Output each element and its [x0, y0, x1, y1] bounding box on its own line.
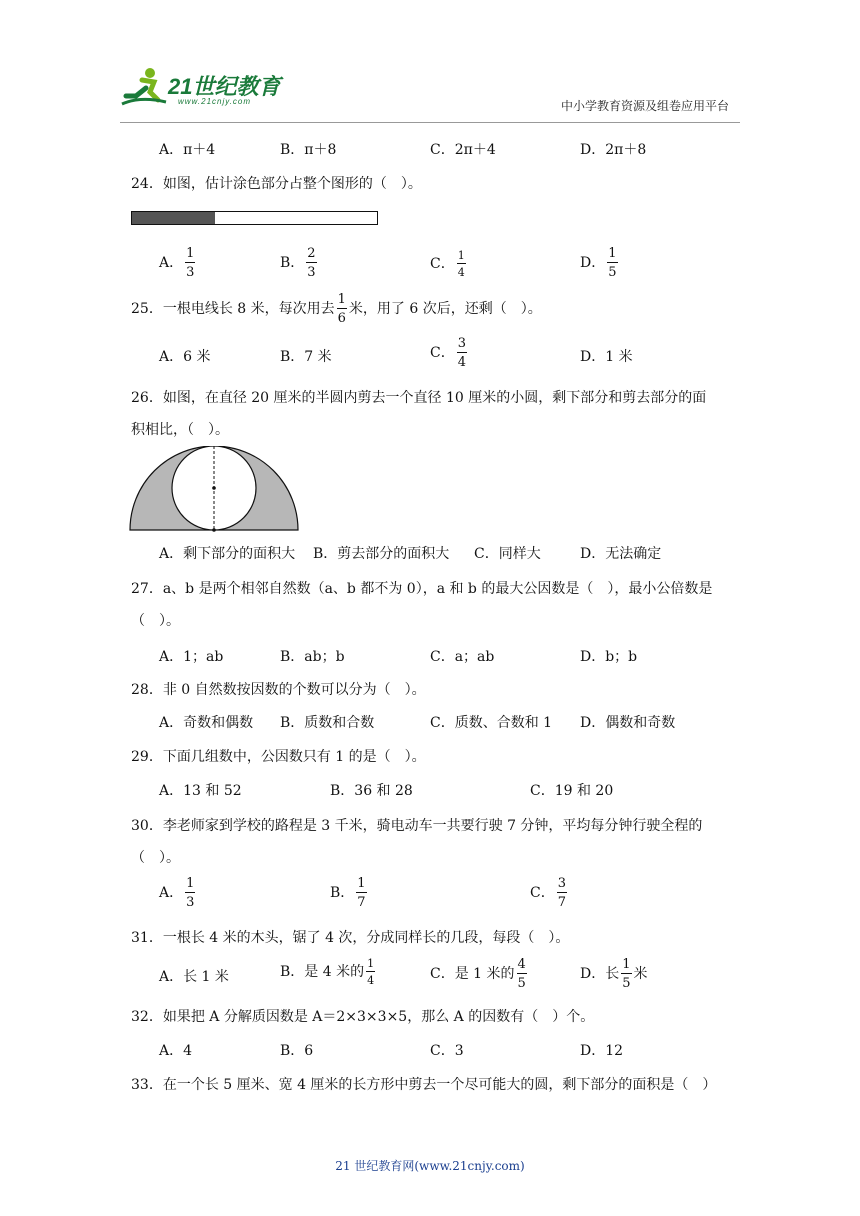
q24-option-b: B． $\frac{2}{3}$ [280, 246, 316, 280]
q25-option-b: B．7 米 [280, 349, 332, 365]
q28-option-d: D．偶数和奇数 [580, 715, 676, 731]
q29-stem: 29．下面几组数中，公因数只有 1 的是（ ）。 [131, 749, 426, 765]
q26-stem-line1: 26．如图，在直径 20 厘米的半圆内剪去一个直径 10 厘米的小圆，剩下部分和剪去部分的面 [131, 390, 707, 406]
logo [120, 66, 300, 116]
q33-stem: 33．在一个长 5 厘米、宽 4 厘米的长方形中剪去一个尽可能大的圆，剩下部分的面积是（ ） [131, 1077, 717, 1093]
q24-stem: 24．如图，估计涂色部分占整个图形的（ ）。 [131, 176, 422, 192]
q26-stem-line2: 积相比，（ ）。 [131, 422, 229, 438]
q28-option-c: C．质数、合数和 1 [430, 715, 553, 731]
q25-option-c: C． $\frac{3}{4}$ [430, 336, 466, 370]
q31-option-c: C．是 1 米的 $\frac{4}{5}$ [430, 957, 526, 991]
q27-stem-line2: （ ）。 [131, 613, 180, 629]
q25-stem: 25．一根电线长 8 米，每次用去 $\frac{1}{6}$ 米，用了 6 次后，还剩（ ）。 [131, 292, 542, 326]
header-platform-name: 中小学教育资源及组卷应用平台 [560, 99, 729, 113]
q23-option-b: B．π＋8 [280, 142, 337, 158]
q31-stem: 31．一根长 4 米的木头，锯了 4 次，分成同样长的几段，每段（ ）。 [131, 930, 570, 946]
q27-option-b: B．ab；b [280, 649, 345, 665]
q32-option-b: B．6 [280, 1043, 314, 1059]
q31-option-d: D．长 $\frac{1}{5}$ 米 [580, 957, 648, 991]
q32-option-a: A．4 [159, 1043, 193, 1059]
q26-option-d: D．无法确定 [580, 546, 662, 562]
q30-option-a: A． $\frac{1}{3}$ [159, 876, 195, 910]
q26-option-b: B．剪去部分的面积大 [313, 546, 450, 562]
q27-option-a: A．1；ab [159, 649, 224, 665]
q24-bar-shaded [132, 212, 215, 224]
q27-option-d: D．b；b [580, 649, 638, 665]
q23-option-c: C．2π＋4 [430, 142, 496, 158]
q28-stem: 28．非 0 自然数按因数的个数可以分为（ ）。 [131, 682, 426, 698]
q32-stem: 32．如果把 A 分解质因数是 A＝2×3×3×5，那么 A 的因数有（ ）个。 [131, 1009, 595, 1025]
q27-stem-line1: 27．a、b 是两个相邻自然数（a、b 都不为 0），a 和 b 的最大公因数是（ ），最小公倍数是 [131, 581, 713, 597]
logo-url: www.21cnjy.com [178, 97, 251, 106]
q28-option-b: B．质数和合数 [280, 715, 375, 731]
q25-option-d: D．1 米 [580, 349, 633, 365]
q24-option-a: A． $\frac{1}{3}$ [159, 246, 195, 280]
q30-stem-line1: 30．李老师家到学校的路程是 3 千米，骑电动车一共要行驶 7 分钟，平均每分钟行驶全程的 [131, 818, 703, 834]
logo-title: 21世纪教育 [168, 74, 281, 99]
q32-option-d: D．12 [580, 1043, 624, 1059]
q27-option-c: C．a；ab [430, 649, 495, 665]
q24-bar-figure [131, 211, 378, 225]
q29-option-c: C．19 和 20 [530, 783, 614, 799]
q26-center-dot [212, 486, 216, 490]
q29-option-a: A．13 和 52 [159, 783, 242, 799]
q26-semicircle-figure [128, 446, 300, 534]
q31-option-a: A．长 1 米 [159, 969, 229, 985]
q31-option-b: B．是 4 米的 $\frac{1}{4}$ [280, 957, 375, 987]
q30-option-b: B． $\frac{1}{7}$ [330, 876, 366, 910]
q24-option-c: C． $\frac{1}{4}$ [430, 249, 465, 279]
q32-option-c: C．3 [430, 1043, 464, 1059]
q30-stem-line2: （ ）。 [131, 850, 180, 866]
q24-option-d: D． $\frac{1}{5}$ [580, 246, 617, 280]
q26-option-a: A．剩下部分的面积大 [159, 546, 296, 562]
q28-option-a: A．奇数和偶数 [159, 715, 254, 731]
header-divider [120, 122, 740, 123]
q30-option-c: C． $\frac{3}{7}$ [530, 876, 566, 910]
q26-option-c: C．同样大 [474, 546, 541, 562]
q26-bottom-dot [212, 528, 216, 532]
q23-option-d: D．2π＋8 [580, 142, 647, 158]
q25-option-a: A．6 米 [159, 349, 211, 365]
q23-option-a: A．π＋4 [159, 142, 216, 158]
runner-logo-icon [120, 66, 168, 110]
q29-option-b: B．36 和 28 [330, 783, 413, 799]
page-footer: 21 世纪教育网(www.21cnjy.com) [335, 1159, 525, 1173]
